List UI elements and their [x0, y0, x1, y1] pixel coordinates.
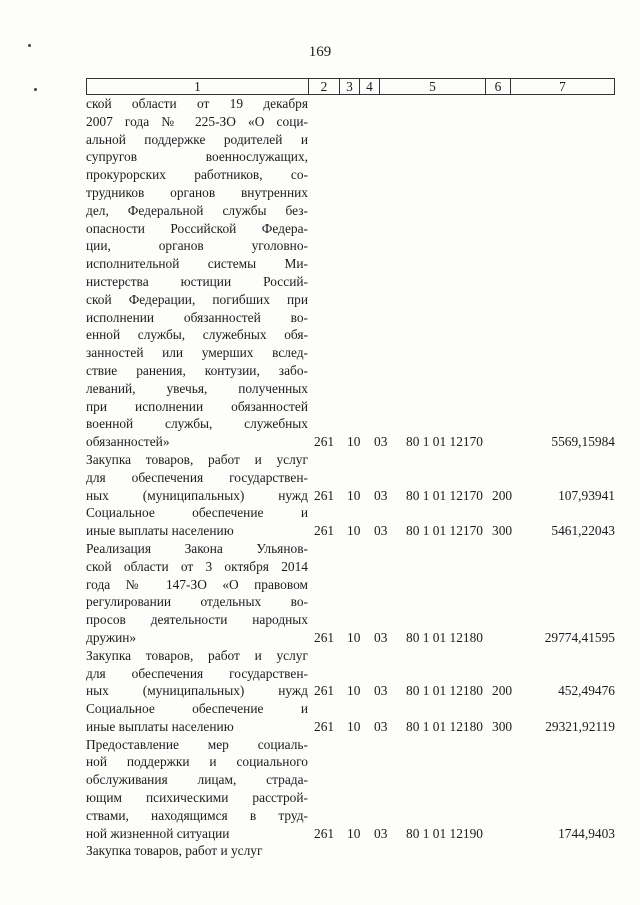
header-col-3: 3	[340, 79, 360, 94]
cell-c2: 261	[314, 434, 335, 450]
description-line: Закупка товаров, работ и услуг	[86, 451, 308, 467]
cell-c5: 80 1 01 12180	[406, 629, 483, 645]
description-line: прокурорских работников, со-	[86, 167, 308, 183]
description-line: при исполнении обязанностей	[86, 398, 308, 414]
cell-c2: 261	[314, 487, 335, 503]
row-description	[86, 842, 308, 860]
description-line: Закупка товаров, работ и услуг	[86, 647, 308, 663]
description-line: ции, органов уголовно-	[86, 238, 308, 254]
row-values	[308, 629, 615, 647]
row-values	[308, 842, 615, 860]
description-line: занностей или умерших вслед-	[86, 345, 308, 361]
description-line: Предоставление мер социаль-	[86, 736, 308, 752]
cell-c7: 29321,92119	[545, 718, 615, 734]
cell-c7: 29774,41595	[544, 629, 615, 645]
table-row	[86, 95, 615, 451]
cell-c7: 452,49476	[558, 683, 615, 699]
cell-c2: 261	[314, 718, 335, 734]
table-row	[86, 736, 615, 843]
cell-c6: 300	[492, 718, 513, 734]
description-line: дружин»	[86, 629, 137, 645]
description-line: ской области от 3 октября 2014	[86, 558, 308, 574]
cell-c5: 80 1 01 12170	[406, 434, 483, 450]
cell-c3: 10	[347, 683, 361, 699]
cell-c6: 200	[492, 487, 513, 503]
description-line: ющим психическими расстрой-	[86, 790, 308, 806]
row-values	[308, 718, 615, 736]
page-number: 169	[308, 44, 332, 60]
row-description	[86, 647, 308, 700]
table-row	[86, 540, 615, 647]
description-line: супругов военнослужащих,	[86, 149, 308, 165]
cell-c2: 261	[314, 629, 335, 645]
cell-c7: 5569,15984	[551, 434, 615, 450]
cell-c2: 261	[314, 825, 335, 841]
row-description	[86, 540, 308, 647]
description-line: ной жизненной ситуации	[86, 825, 230, 841]
cell-c2: 261	[314, 683, 335, 699]
description-line: Социальное обеспечение и	[86, 505, 308, 521]
cell-c3: 10	[347, 434, 361, 450]
description-line: ствие ранения, контузии, забо-	[86, 362, 308, 378]
scan-speck	[34, 88, 37, 91]
description-line: обслуживания лицам, страда-	[86, 772, 308, 788]
description-line: обязанностей»	[86, 434, 170, 450]
header-col-1: 1	[87, 79, 309, 94]
row-values	[308, 487, 615, 505]
cell-c5: 80 1 01 12190	[406, 825, 483, 841]
row-values	[308, 825, 615, 843]
row-description	[86, 504, 308, 540]
description-line: альной поддержке родителей и	[86, 131, 308, 147]
cell-c4: 03	[374, 487, 388, 503]
table-row	[86, 842, 615, 860]
description-line: дел, Федеральной службы без-	[86, 202, 308, 218]
description-line: исполнительной системы Ми-	[86, 256, 308, 272]
cell-c7: 107,93941	[558, 487, 615, 503]
description-line: ской области от 19 декабря	[86, 96, 308, 111]
description-line: военной службы, служебных	[86, 416, 308, 432]
description-line: Реализация Закона Ульянов-	[86, 540, 308, 556]
cell-c7: 5461,22043	[551, 523, 615, 539]
description-line: ной поддержки и социального	[86, 754, 308, 770]
description-line: для обеспечения государствен-	[86, 665, 308, 681]
row-description	[86, 736, 308, 843]
budget-table	[86, 78, 615, 860]
description-line: енной службы, служебных обя-	[86, 327, 308, 343]
table-row	[86, 504, 615, 540]
cell-c3: 10	[347, 825, 361, 841]
header-col-4: 4	[360, 79, 380, 94]
description-line: просов деятельности народных	[86, 612, 308, 628]
description-line: для обеспечения государствен-	[86, 469, 308, 485]
description-line: года № 147-ЗО «О правовом	[86, 576, 308, 592]
cell-c5: 80 1 01 12180	[406, 718, 483, 734]
header-col-6: 6	[486, 79, 511, 94]
table-row	[86, 700, 615, 736]
cell-c4: 03	[374, 718, 388, 734]
header-col-5: 5	[380, 79, 486, 94]
description-line: иные выплаты населению	[86, 718, 234, 734]
description-line: Социальное обеспечение и	[86, 701, 308, 717]
row-description	[86, 700, 308, 736]
description-line: трудников органов внутренних	[86, 184, 308, 200]
row-values	[308, 522, 615, 540]
cell-c5: 80 1 01 12170	[406, 487, 483, 503]
cell-c4: 03	[374, 683, 388, 699]
cell-c3: 10	[347, 523, 361, 539]
cell-c5: 80 1 01 12170	[406, 523, 483, 539]
cell-c5: 80 1 01 12180	[406, 683, 483, 699]
description-line: регулировании отдельных во-	[86, 594, 308, 610]
description-line: 2007 года № 225-ЗО «О соци-	[86, 113, 308, 129]
cell-c3: 10	[347, 487, 361, 503]
description-line: иные выплаты населению	[86, 523, 234, 539]
cell-c3: 10	[347, 629, 361, 645]
cell-c4: 03	[374, 629, 388, 645]
description-line: ных (муниципальных) нужд	[86, 683, 308, 699]
cell-c2: 261	[314, 523, 335, 539]
table-header-row	[86, 78, 615, 95]
cell-c7: 1744,9403	[558, 825, 615, 841]
cell-c4: 03	[374, 825, 388, 841]
description-line: исполнении обязанностей во-	[86, 309, 308, 325]
header-col-7: 7	[559, 79, 566, 94]
cell-c4: 03	[374, 523, 388, 539]
row-description	[86, 451, 308, 504]
description-line: опасности Российской Федера-	[86, 220, 308, 236]
cell-c4: 03	[374, 434, 388, 450]
description-line: ствами, находящимся в труд-	[86, 807, 308, 823]
description-line: ской Федерации, погибших при	[86, 291, 308, 307]
table-row	[86, 647, 615, 700]
header-col-2: 2	[309, 79, 340, 94]
description-line: нистерства юстиции Россий-	[86, 273, 308, 289]
cell-c3: 10	[347, 718, 361, 734]
cell-c6: 200	[492, 683, 513, 699]
description-line: ных (муниципальных) нужд	[86, 487, 308, 503]
row-values	[308, 682, 615, 700]
description-line: леваний, увечья, полученных	[86, 380, 308, 396]
description-line: Закупка товаров, работ и услуг	[86, 843, 263, 859]
table-row	[86, 451, 615, 504]
row-description	[86, 95, 308, 451]
table-body	[86, 95, 615, 860]
cell-c6: 300	[492, 523, 513, 539]
row-values	[308, 433, 615, 451]
